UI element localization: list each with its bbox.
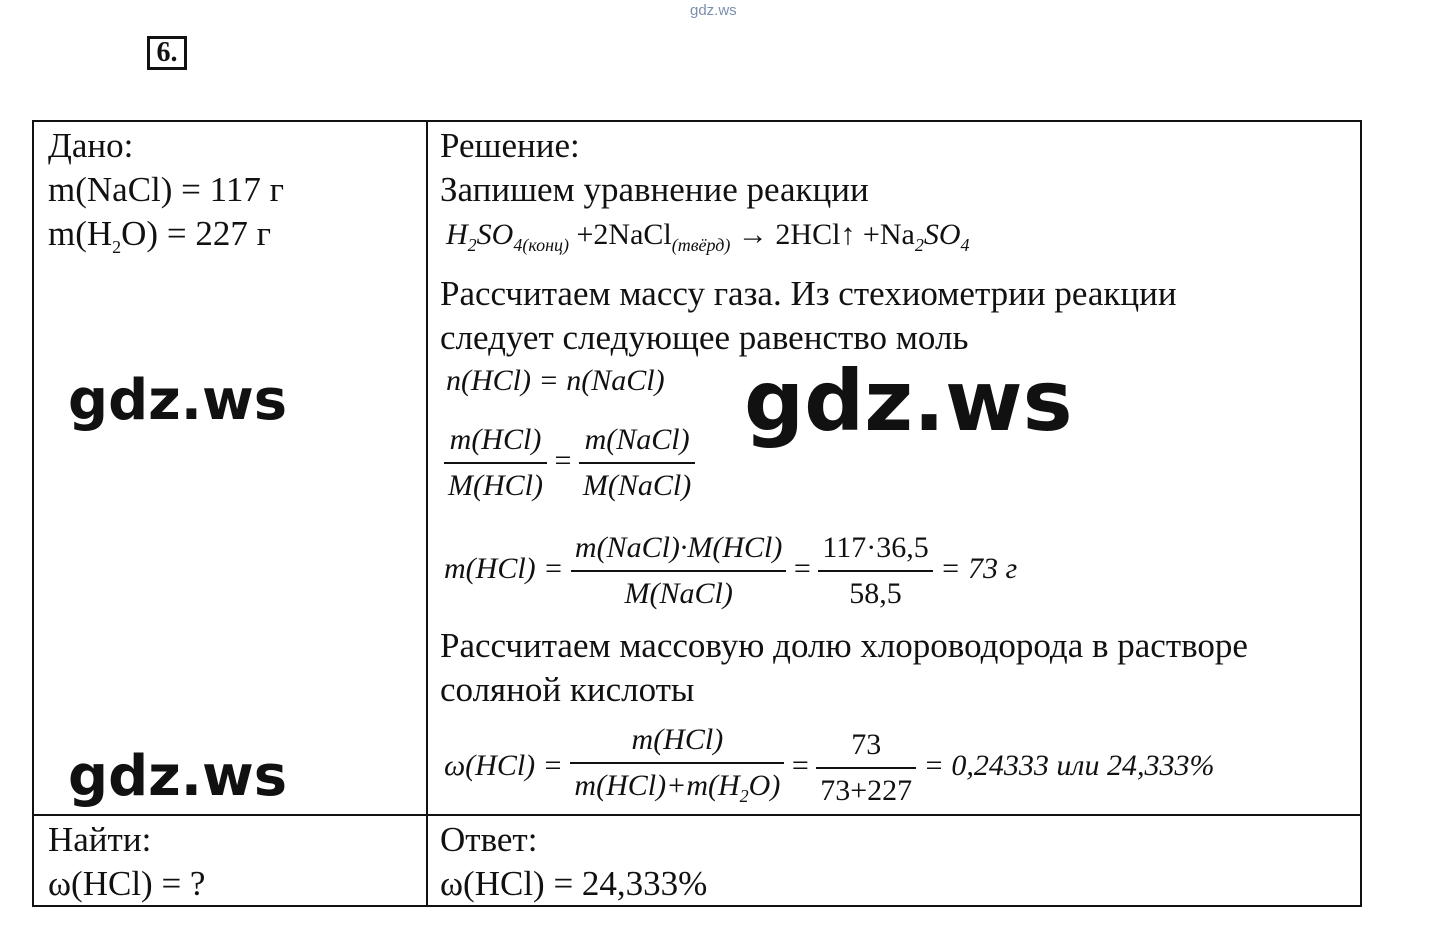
answer-header: Ответ: [440,820,538,859]
hcl-mass-calculation: m(HCl) = $\frac{\text{m(NaCl)·M(HCl)}}{\text{M(NaCl)}}$ = $\frac{117\cdot 36,5}{58,5}$ = 73 г [444,526,1017,616]
top-watermark: gdz.ws [690,2,737,19]
find-header: Найти: [48,820,152,859]
given-nacl-mass: m(NaCl) = 117 г [48,170,284,209]
answer-line: ω(HCl) = 24,333% [440,864,708,903]
column-divider [426,122,428,905]
mass-fraction-calculation: ω(HCl) = $\frac{\text{m(HCl)}}{m(HCl)+m(H_2O)}$ = $\frac{73}{73+227}$ = 0,24333 или 24,333% [444,718,1214,818]
solution-header: Решение: [440,126,580,165]
solution-step3-line2: соляной кислоты [440,670,695,709]
reaction-equation: $H_2SO_{4(конц)}$ +2NaCl$_{(твёрд)}$ → 2HCl↑ $+Na_2SO_4$ [446,218,970,255]
mass-ratio-equation: $\frac{\text{m(HCl)}}{\text{M(HCl)}}$ = $\frac{\text{m(NaCl)}}{\text{M(NaCl)}}$ [444,418,695,508]
watermark-center: gdz.ws [744,352,1073,450]
watermark-left-lower: gdz.ws [68,744,288,809]
solution-step1: Запишем уравнение реакции [440,170,869,209]
solution-step2-line2: следует следующее равенство моль [440,318,969,357]
given-header: Дано: [48,126,134,165]
watermark-left-upper: gdz.ws [68,368,288,433]
find-line: ω(HCl) = ? [48,864,206,903]
solution-step2-line1: Рассчитаем массу газа. Из стехиометрии реакции [440,274,1177,313]
moles-equality: n(HCl) = n(NaCl) [446,364,665,397]
solution-step3-line1: Рассчитаем массовую долю хлороводорода в растворе [440,626,1248,665]
given-water-mass: $m(H_2O) = 227$ г [48,214,271,257]
problem-number: 6. [147,36,187,70]
